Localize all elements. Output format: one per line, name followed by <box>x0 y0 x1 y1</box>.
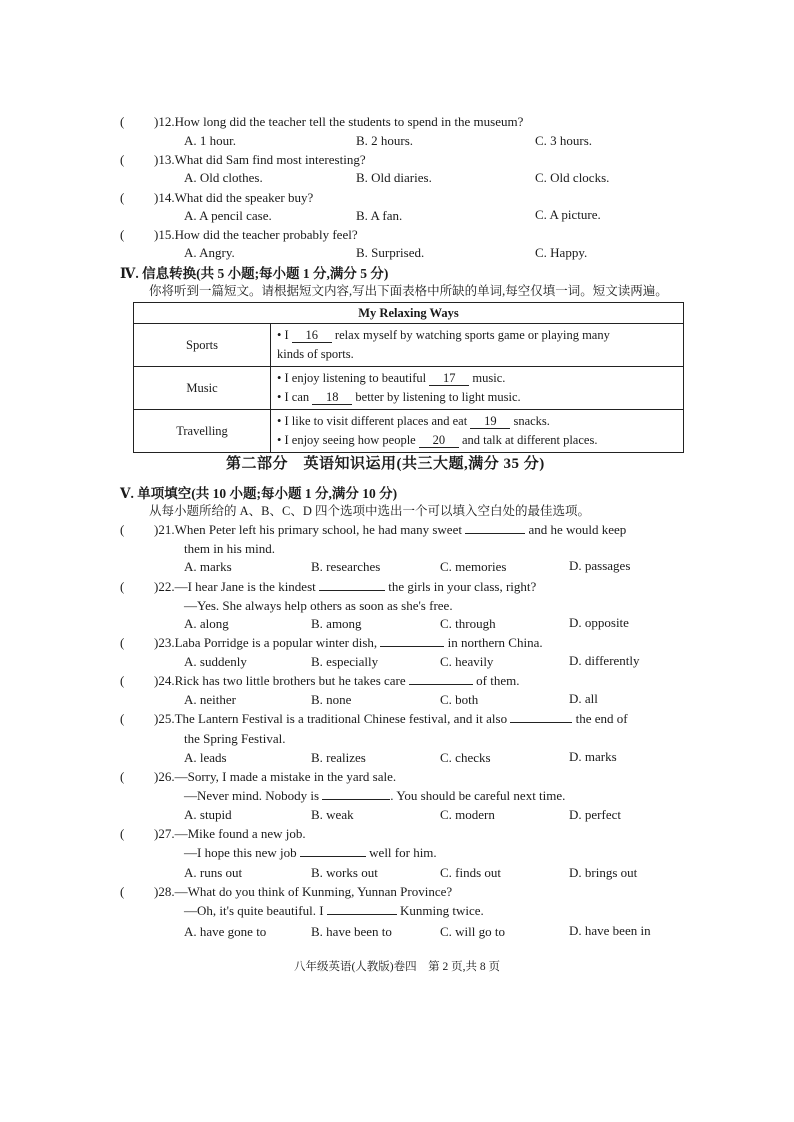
question-21 <box>154 522 626 538</box>
question-continuation <box>184 845 437 861</box>
question-text: in northern China. <box>447 635 543 650</box>
row-text: • I like to visit different places and eat <box>277 414 468 428</box>
option-a: A. along <box>184 616 229 631</box>
question-number: )22. <box>154 579 175 594</box>
option-c: C. finds out <box>440 865 502 880</box>
question-continuation <box>184 788 565 804</box>
option-b: B. 2 hours. <box>356 133 414 148</box>
option-a: A. leads <box>184 750 227 765</box>
question-number: )24. <box>154 673 175 688</box>
question-number: )13. <box>154 152 175 167</box>
question-continuation <box>184 903 484 919</box>
section-5-instruction: 从每小题所给的 A、B、C、D 四个选项中选出一个可以填入空白处的最佳选项。 <box>149 504 590 518</box>
option-d: D. passages <box>569 558 631 573</box>
question-text: —I hear Jane is the kindest <box>174 579 316 594</box>
answer-paren: ( <box>120 190 125 205</box>
table-title: My Relaxing Ways <box>134 303 684 324</box>
question-12 <box>154 114 523 130</box>
row-text: • I <box>277 328 289 342</box>
row-category: Travelling <box>134 410 271 453</box>
row-content <box>271 410 684 453</box>
option-b: B. have been to <box>311 924 392 939</box>
option-b: B. researches <box>311 559 381 574</box>
option-a: A. Old clothes. <box>184 170 263 185</box>
option-b: B. Old diaries. <box>356 170 432 185</box>
blank-19[interactable]: 19 <box>470 414 510 429</box>
question-number: )15. <box>154 227 175 242</box>
option-c: C. Happy. <box>535 245 588 260</box>
question-number: )14. <box>154 190 175 205</box>
option-b: B. none <box>311 692 352 707</box>
question-number: )27. <box>154 826 175 841</box>
row-text: better by listening to light music. <box>355 390 521 404</box>
option-c: C. A picture. <box>535 207 601 222</box>
blank-18[interactable]: 18 <box>312 390 352 405</box>
row-text: and talk at different places. <box>461 433 598 447</box>
option-c: C. heavily <box>440 654 494 669</box>
section-4-instruction: 你将听到一篇短文。请根据短文内容,写出下面表格中所缺的单词,每空仅填一词。短文读两遍。 <box>149 284 668 298</box>
answer-paren: ( <box>120 635 125 650</box>
question-text: the girls in your class, right? <box>388 579 537 594</box>
answer-paren: ( <box>120 114 125 129</box>
question-25 <box>154 711 628 727</box>
question-27 <box>154 826 306 842</box>
question-number: )26. <box>154 769 175 784</box>
answer-paren: ( <box>120 884 125 899</box>
option-d: D. differently <box>569 653 640 668</box>
row-text: relax myself by watching sports game or playing many <box>334 328 610 342</box>
question-23 <box>154 635 543 651</box>
question-number: )23. <box>154 635 175 650</box>
question-text: —Sorry, I made a mistake in the yard sale. <box>174 769 397 784</box>
question-text: Rick has two little brothers but he takes care <box>174 673 406 688</box>
blank-17[interactable]: 17 <box>429 371 469 386</box>
answer-paren: ( <box>120 826 125 841</box>
option-b: B. weak <box>311 807 354 822</box>
answer-paren: ( <box>120 152 125 167</box>
table-row-music <box>134 367 684 410</box>
option-d: D. brings out <box>569 865 638 880</box>
row-text: • I can <box>277 390 310 404</box>
answer-blank[interactable] <box>465 533 525 534</box>
question-continuation: them in his mind. <box>184 541 275 556</box>
option-a: A. A pencil case. <box>184 208 272 223</box>
option-b: B. works out <box>311 865 378 880</box>
question-text: What did Sam find most interesting? <box>174 152 366 167</box>
answer-blank[interactable] <box>510 722 572 723</box>
question-number: )25. <box>154 711 175 726</box>
table-row-travelling <box>134 410 684 453</box>
option-a: A. marks <box>184 559 232 574</box>
question-text: Laba Porridge is a popular winter dish, <box>174 635 378 650</box>
question-22 <box>154 579 536 595</box>
option-c: C. Old clocks. <box>535 170 610 185</box>
option-d: D. opposite <box>569 615 629 630</box>
option-c: C. memories <box>440 559 507 574</box>
option-a: A. 1 hour. <box>184 133 236 148</box>
question-continuation: the Spring Festival. <box>184 731 286 746</box>
answer-blank[interactable] <box>300 856 366 857</box>
question-24 <box>154 673 519 689</box>
row-text: snacks. <box>513 414 550 428</box>
answer-paren: ( <box>120 769 125 784</box>
question-text: How did the teacher probably feel? <box>174 227 358 242</box>
option-a: A. stupid <box>184 807 232 822</box>
question-number: )12. <box>154 114 175 129</box>
answer-paren: ( <box>120 227 125 242</box>
option-c: C. checks <box>440 750 491 765</box>
question-text: the end of <box>575 711 628 726</box>
question-28 <box>154 884 452 900</box>
question-text: well for him. <box>369 845 437 860</box>
row-text: kinds of sports. <box>277 347 354 361</box>
question-text: The Lantern Festival is a traditional Chinese festival, and it also <box>174 711 508 726</box>
option-d: D. have been in <box>569 923 651 938</box>
question-text: . You should be careful next time. <box>390 788 566 803</box>
row-text: • I enjoy seeing how people <box>277 433 416 447</box>
question-14 <box>154 190 313 206</box>
answer-paren: ( <box>120 711 125 726</box>
question-text: —Oh, it's quite beautiful. I <box>184 903 324 918</box>
option-d: D. perfect <box>569 807 621 822</box>
option-a: A. Angry. <box>184 245 235 260</box>
answer-blank[interactable] <box>409 684 473 685</box>
answer-blank[interactable] <box>319 590 385 591</box>
option-c: C. modern <box>440 807 495 822</box>
row-content <box>271 367 684 410</box>
table-row-sports <box>134 324 684 367</box>
option-c: C. through <box>440 616 496 631</box>
answer-blank[interactable] <box>380 646 444 647</box>
answer-blank[interactable] <box>322 799 390 800</box>
question-15 <box>154 227 358 243</box>
option-b: B. realizes <box>311 750 366 765</box>
question-text: What did the speaker buy? <box>174 190 314 205</box>
option-b: B. among <box>311 616 362 631</box>
row-text: music. <box>472 371 506 385</box>
option-a: A. neither <box>184 692 236 707</box>
question-text: —Never mind. Nobody is <box>184 788 320 803</box>
option-d: D. marks <box>569 749 617 764</box>
option-a: A. have gone to <box>184 924 267 939</box>
option-a: A. suddenly <box>184 654 247 669</box>
option-a: A. runs out <box>184 865 243 880</box>
option-b: B. A fan. <box>356 208 403 223</box>
answer-paren: ( <box>120 522 125 537</box>
answer-paren: ( <box>120 579 125 594</box>
question-text: When Peter left his primary school, he had many sweet <box>174 522 462 537</box>
question-text: of them. <box>476 673 520 688</box>
row-category: Music <box>134 367 271 410</box>
option-b: B. especially <box>311 654 379 669</box>
question-13 <box>154 152 366 168</box>
question-text: —I hope this new job <box>184 845 297 860</box>
question-text: —Mike found a new job. <box>174 826 306 841</box>
answer-paren: ( <box>120 673 125 688</box>
question-text: How long did the teacher tell the students to spend in the museum? <box>174 114 524 129</box>
option-c: C. 3 hours. <box>535 133 593 148</box>
relaxing-ways-table <box>133 302 684 453</box>
question-text: Kunming twice. <box>400 903 484 918</box>
page-footer: 八年级英语(人教版)卷四 第 2 页,共 8 页 <box>293 961 501 973</box>
question-number: )21. <box>154 522 175 537</box>
question-text: and he would keep <box>528 522 627 537</box>
question-text: —What do you think of Kunming, Yunnan Province? <box>174 884 453 899</box>
blank-16[interactable]: 16 <box>292 328 332 343</box>
question-26 <box>154 769 396 785</box>
option-c: C. will go to <box>440 924 506 939</box>
section-4-title: Ⅳ. 信息转换(共 5 小题;每小题 1 分,满分 5 分) <box>120 266 389 281</box>
option-d: D. all <box>569 691 598 706</box>
question-number: )28. <box>154 884 175 899</box>
answer-blank[interactable] <box>327 914 397 915</box>
row-category: Sports <box>134 324 271 367</box>
option-b: B. Surprised. <box>356 245 425 260</box>
section-5-title: Ⅴ. 单项填空(共 10 小题;每小题 1 分,满分 10 分) <box>120 486 398 501</box>
row-text: • I enjoy listening to beautiful <box>277 371 427 385</box>
question-continuation: —Yes. She always help others as soon as she's free. <box>184 598 453 613</box>
row-content <box>271 324 684 367</box>
blank-20[interactable]: 20 <box>419 433 459 448</box>
part-2-title: 第二部分 英语知识运用(共三大题,满分 35 分) <box>226 456 545 472</box>
option-c: C. both <box>440 692 479 707</box>
